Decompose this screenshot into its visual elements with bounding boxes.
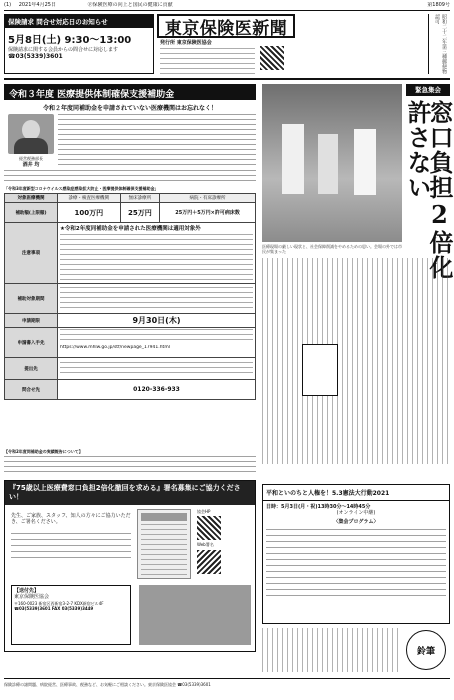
subsidy-inquiry-label: 問合せ先 — [5, 380, 58, 400]
subsidy-notes-lines — [60, 234, 253, 282]
subsidy-table-caption: 「令和3年度新型コロナウイルス感染症感染拡大防止・医療提供体制確保支援補助金」 — [4, 186, 159, 191]
footer-note: 保険診療の諸問題、病院経営、医療事故、税務など、お気軽にご相談ください。東京保険医協会 ☎03(5339)3601 — [4, 682, 211, 687]
article1-footer-heading: 【令和2年度同補助金の実績報告について】 — [4, 449, 83, 454]
person-name: 酒井 均 — [22, 162, 40, 168]
subsidy-head-0: 対象医療機関 — [5, 194, 58, 203]
rally-article-body — [262, 258, 450, 464]
notice-datetime: 5月8日(土) 9:30～13:00 — [8, 35, 132, 46]
masthead-logo: 東京保険医新聞 — [164, 18, 288, 39]
petition-contact-address: 〒160-0023 新宿区西新宿3-2-7 KDX新宿ビル4F — [14, 600, 104, 606]
masthead-logo-frame — [157, 14, 295, 38]
masthead-rule — [4, 78, 450, 80]
subsidy-url[interactable]: https://www.mhlw.go.jp/stf/newpage_17941.html — [60, 345, 170, 350]
masthead-side-label: 昭和二十二年第三種郵便物認可 — [428, 14, 448, 74]
issue-number: (1) — [4, 2, 12, 8]
subsidy-notes-label: 注意事項 — [5, 223, 58, 284]
petition-qr-column — [197, 509, 251, 576]
event-box — [262, 484, 450, 624]
rally-photo — [262, 84, 402, 242]
subsidy-deadline: 9月30日(木) — [58, 314, 256, 328]
subsidy-row-label: 補助額(上限額) — [5, 203, 58, 223]
petition-contact-org: 東京保険医協会 — [14, 594, 50, 601]
subsidy-amount-0: 100万円 — [58, 203, 121, 223]
subsidy-period-lines — [60, 287, 253, 311]
article1-subtitle: 令和２年度同補助金を申請されていない医療機関はお忘れなく！ — [42, 105, 217, 112]
subsidy-table — [4, 193, 256, 400]
subsidy-notes-heading: ★令和2年度同補助金を申請された医療機関は適用対象外 — [60, 226, 201, 232]
petition-contact — [11, 585, 131, 645]
article1-body-lines-2 — [4, 170, 256, 184]
notice-body: 保険請求に関する会員からの問合せに対応します — [8, 47, 119, 53]
petition-web-label-2: Web署名 — [197, 542, 214, 548]
header-strip — [4, 2, 450, 9]
petition-web-label: 協会HP — [197, 509, 211, 514]
masthead-qr-icon — [260, 46, 284, 70]
subsidy-period-label: 補助対象期間 — [5, 284, 58, 314]
petition-contact-heading: 【送付先】 — [14, 588, 40, 594]
footer-rule — [4, 678, 450, 679]
subsidy-amount-1: 25万円 — [120, 203, 160, 223]
notice-box — [4, 14, 154, 74]
qr-code-icon[interactable] — [197, 516, 221, 540]
petition-contact-tel: ☎03(5339)3601 FAX 03(5339)3449 — [14, 606, 94, 612]
notice-title: 保険請求 問合せ対応日のお知らせ — [5, 15, 153, 28]
subsidy-method-label: 申請書入手先 — [5, 328, 58, 358]
subsidy-head-3: 病院・有床診療所 — [160, 194, 256, 203]
header-rule — [4, 10, 450, 11]
qr-code-icon[interactable] — [197, 550, 221, 574]
rally-photo-caption: 医療現場の厳しい現状と、社会保障削減をやめるための思い。会場の外では市民が集まった — [262, 244, 402, 255]
masthead-info — [160, 40, 310, 74]
event-title: 平和といのちと人権を！5.3憲法大行動2021 — [263, 485, 449, 501]
petition-form-thumbnail[interactable] — [137, 509, 191, 579]
event-format: (オンライン中継) — [336, 510, 376, 517]
column-body — [262, 628, 402, 672]
event-program-lines — [266, 529, 446, 601]
article1-title: 令和３年度 医療提供体制確保支援補助金 — [4, 84, 256, 100]
emergency-headline: 窓口負担2倍化 許さない — [403, 100, 454, 280]
article1-footer-lines — [4, 456, 256, 474]
column-logo: 鈴筆 — [406, 630, 446, 670]
masthead-publisher: 発行所 東京保険医協会 — [160, 40, 212, 46]
subsidy-head-1: 診療・検査医療機関 — [58, 194, 121, 203]
petition-title: 『75歳以上医療費窓口負担2倍化撤回を求める』署名募集にご協力ください！ — [5, 481, 255, 505]
rally-subheading-box — [302, 344, 338, 396]
header-motto: ⓟ保険医療の向上と国民の健康に貢献 — [87, 2, 173, 8]
person-caption: 経営税務部長 — [19, 156, 43, 161]
petition-image — [139, 585, 251, 645]
notice-tel: ☎03(5339)3601 — [8, 53, 63, 61]
emergency-label: 緊急集会 — [406, 84, 450, 96]
subsidy-amount-2: 25万円＋5万円×許可病床数 — [160, 203, 256, 223]
petition-body: 先生、ご家族、スタッフ、知人の方々にご協力いただき、ご署名ください。 — [11, 513, 131, 526]
article1-body-lines — [58, 114, 256, 166]
event-program: 〈集会プログラム〉 — [333, 518, 379, 525]
issue-total: 第1809号 — [427, 2, 450, 8]
person-photo — [8, 114, 54, 154]
subsidy-method-lines — [60, 329, 253, 343]
subsidy-deadline-label: 申請期限 — [5, 314, 58, 328]
petition-box — [4, 480, 256, 652]
masthead-address-lines — [160, 48, 255, 74]
subsidy-submit-lines — [60, 362, 253, 376]
petition-body-lines — [11, 533, 131, 563]
event-date: 日時：5月3日(月・祝)13時30分～14時45分 — [266, 504, 371, 510]
issue-date: 2021年4月25日 — [18, 2, 56, 8]
subsidy-submit-label: 提出先 — [5, 358, 58, 380]
subsidy-head-2: 無床診療所 — [120, 194, 160, 203]
subsidy-inquiry-tel: 0120-336-933 — [58, 380, 256, 400]
